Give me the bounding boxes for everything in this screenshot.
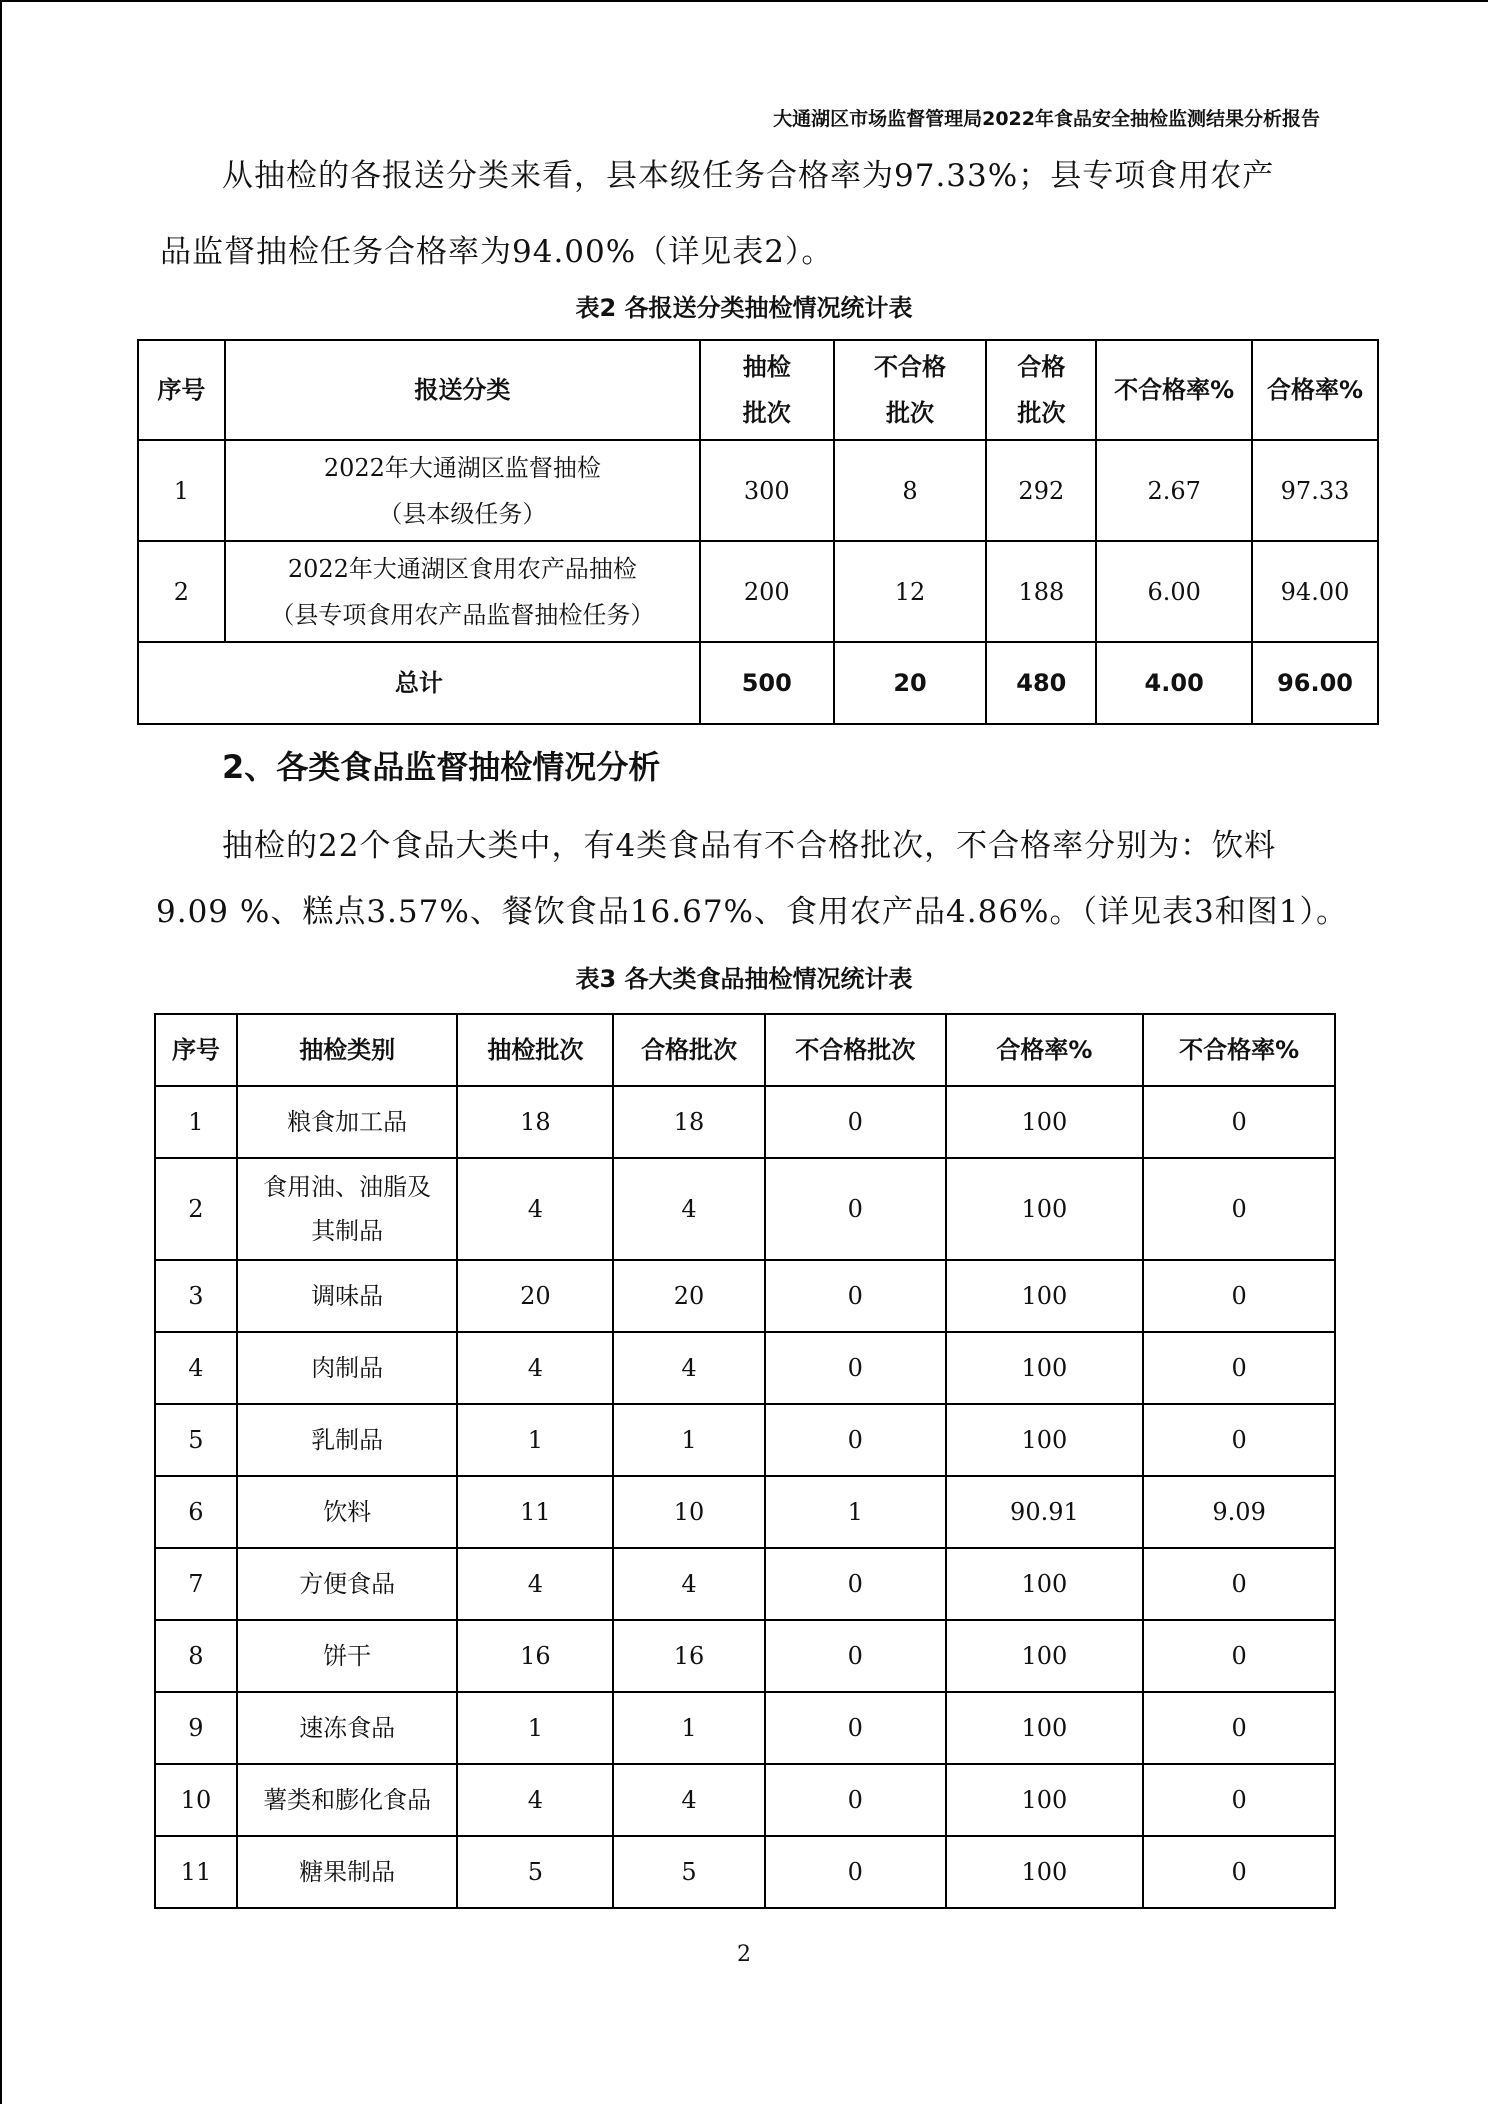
cell-fail-rate: 0 — [1143, 1158, 1335, 1260]
cell-category-line1: 2022年大通湖区监督抽检 — [323, 453, 601, 482]
cell-seq: 3 — [155, 1260, 237, 1332]
table-row — [155, 1548, 1335, 1620]
table3-header-seq: 序号 — [155, 1014, 237, 1086]
table-row — [138, 541, 1378, 642]
cell-fail-rate: 0 — [1143, 1260, 1335, 1332]
cell-category-line1: 速冻食品 — [299, 1714, 396, 1742]
cell-fail-rate: 6.00 — [1096, 541, 1252, 642]
cell-sampled: 1 — [457, 1404, 613, 1476]
cell-passed: 292 — [986, 440, 1096, 541]
cell-seq: 7 — [155, 1548, 237, 1620]
cell-pass-rate: 100 — [946, 1158, 1144, 1260]
table2-header-fail-rate: 不合格率% — [1096, 340, 1252, 440]
cell-category — [237, 1764, 458, 1836]
cell-category-line1: 食用油、油脂及 — [263, 1173, 432, 1201]
cell-category — [225, 541, 700, 642]
table3-header-failed: 不合格批次 — [765, 1014, 946, 1086]
page-border-top — [0, 0, 1488, 2]
cell-failed: 0 — [765, 1404, 946, 1476]
cell-category-line1: 粮食加工品 — [287, 1108, 408, 1136]
cell-sampled: 4 — [457, 1332, 613, 1404]
table3-header-fail-rate: 不合格率% — [1143, 1014, 1335, 1086]
page-number: 2 — [737, 1942, 751, 1967]
table2-header-row — [138, 340, 1378, 440]
cell-category-line2: （县本级任务） — [378, 499, 547, 528]
table2 — [137, 339, 1379, 725]
total-fail-rate: 4.00 — [1096, 642, 1252, 724]
cell-category-line1: 肉制品 — [311, 1354, 384, 1382]
cell-fail-rate: 0 — [1143, 1548, 1335, 1620]
table-row — [155, 1836, 1335, 1908]
total-label: 总计 — [138, 642, 700, 724]
cell-failed: 8 — [834, 440, 987, 541]
table-row — [155, 1620, 1335, 1692]
cell-passed: 4 — [613, 1332, 765, 1404]
table-row — [155, 1764, 1335, 1836]
cell-seq: 9 — [155, 1692, 237, 1764]
cell-category — [237, 1158, 458, 1260]
cell-sampled: 200 — [700, 541, 834, 642]
table-row — [155, 1260, 1335, 1332]
cell-pass-rate: 100 — [946, 1260, 1144, 1332]
table-row — [155, 1086, 1335, 1158]
cell-seq: 1 — [138, 440, 225, 541]
cell-sampled: 20 — [457, 1260, 613, 1332]
cell-seq: 1 — [155, 1086, 237, 1158]
cell-seq: 6 — [155, 1476, 237, 1548]
table-row — [155, 1692, 1335, 1764]
cell-pass-rate: 97.33 — [1252, 440, 1378, 541]
cell-category — [237, 1332, 458, 1404]
cell-fail-rate: 9.09 — [1143, 1476, 1335, 1548]
cell-fail-rate: 0 — [1143, 1764, 1335, 1836]
cell-failed: 0 — [765, 1158, 946, 1260]
cell-sampled: 11 — [457, 1476, 613, 1548]
cell-category — [225, 440, 700, 541]
cell-sampled: 5 — [457, 1836, 613, 1908]
table-row — [138, 440, 1378, 541]
table2-header-failed-line1: 不合格 — [874, 353, 947, 381]
table2-header-sampled-line1: 抽检 — [742, 353, 791, 381]
cell-category — [237, 1620, 458, 1692]
cell-pass-rate: 100 — [946, 1692, 1144, 1764]
cell-category-line2: 其制品 — [311, 1217, 384, 1245]
cell-sampled: 4 — [457, 1158, 613, 1260]
cell-category — [237, 1260, 458, 1332]
cell-fail-rate: 0 — [1143, 1404, 1335, 1476]
cell-fail-rate: 0 — [1143, 1692, 1335, 1764]
cell-passed: 1 — [613, 1404, 765, 1476]
cell-seq: 4 — [155, 1332, 237, 1404]
cell-seq: 10 — [155, 1764, 237, 1836]
cell-passed: 16 — [613, 1620, 765, 1692]
cell-category-line1: 糖果制品 — [299, 1858, 396, 1886]
cell-sampled: 300 — [700, 440, 834, 541]
cell-fail-rate: 0 — [1143, 1086, 1335, 1158]
cell-sampled: 4 — [457, 1548, 613, 1620]
table3-header-row — [155, 1014, 1335, 1086]
cell-category-line1: 乳制品 — [311, 1426, 384, 1454]
intro-line-2: 品监督抽检任务合格率为94.00%（详见表2）。 — [160, 234, 834, 270]
section2-line-1: 抽检的22个食品大类中，有4类食品有不合格批次，不合格率分别为：饮料 — [222, 828, 1277, 864]
section2-heading: 2、各类食品监督抽检情况分析 — [222, 748, 661, 786]
cell-failed: 0 — [765, 1086, 946, 1158]
cell-sampled: 1 — [457, 1692, 613, 1764]
cell-pass-rate: 100 — [946, 1836, 1144, 1908]
cell-passed: 18 — [613, 1086, 765, 1158]
total-passed: 480 — [986, 642, 1096, 724]
running-header: 大通湖区市场监督管理局2022年食品安全抽检监测结果分析报告 — [773, 108, 1320, 130]
table2-header-passed-line2: 批次 — [1017, 399, 1066, 427]
table2-total-row — [138, 642, 1378, 724]
cell-failed: 0 — [765, 1332, 946, 1404]
cell-pass-rate: 90.91 — [946, 1476, 1144, 1548]
cell-seq: 8 — [155, 1620, 237, 1692]
cell-pass-rate: 94.00 — [1252, 541, 1378, 642]
cell-category — [237, 1086, 458, 1158]
cell-category-line1: 薯类和膨化食品 — [263, 1786, 432, 1814]
cell-passed: 5 — [613, 1836, 765, 1908]
cell-failed: 0 — [765, 1548, 946, 1620]
total-sampled: 500 — [700, 642, 834, 724]
cell-sampled: 16 — [457, 1620, 613, 1692]
cell-failed: 12 — [834, 541, 987, 642]
cell-category-line1: 饮料 — [323, 1498, 372, 1526]
cell-failed: 0 — [765, 1620, 946, 1692]
cell-sampled: 4 — [457, 1764, 613, 1836]
intro-line-1: 从抽检的各报送分类来看，县本级任务合格率为97.33%；县专项食用农产 — [222, 158, 1275, 194]
cell-category-line1: 饼干 — [323, 1642, 372, 1670]
cell-pass-rate: 100 — [946, 1764, 1144, 1836]
cell-fail-rate: 0 — [1143, 1836, 1335, 1908]
cell-category-line2: （县专项食用农产品监督抽检任务） — [270, 600, 655, 629]
table2-header-passed — [986, 340, 1096, 440]
cell-category-line1: 调味品 — [311, 1282, 384, 1310]
table2-header-failed — [834, 340, 987, 440]
cell-failed: 0 — [765, 1764, 946, 1836]
cell-failed: 0 — [765, 1260, 946, 1332]
cell-seq: 5 — [155, 1404, 237, 1476]
cell-category — [237, 1836, 458, 1908]
cell-sampled: 18 — [457, 1086, 613, 1158]
cell-category — [237, 1404, 458, 1476]
cell-fail-rate: 2.67 — [1096, 440, 1252, 541]
cell-category-line1: 方便食品 — [299, 1570, 396, 1598]
table-row — [155, 1332, 1335, 1404]
table-row — [155, 1158, 1335, 1260]
table3-caption: 表3 各大类食品抽检情况统计表 — [575, 965, 913, 993]
cell-passed: 4 — [613, 1548, 765, 1620]
section2-line-2: 9.09 %、糕点3.57%、餐饮食品16.67%、食用农产品4.86%。（详见表3和图1）。 — [156, 894, 1348, 930]
cell-category — [237, 1692, 458, 1764]
table3-header-category: 抽检类别 — [237, 1014, 458, 1086]
table3 — [154, 1013, 1336, 1909]
cell-fail-rate: 0 — [1143, 1332, 1335, 1404]
table3-header-sampled: 抽检批次 — [457, 1014, 613, 1086]
cell-passed: 10 — [613, 1476, 765, 1548]
table-row — [155, 1404, 1335, 1476]
table2-header-sampled-line2: 批次 — [742, 399, 791, 427]
cell-fail-rate: 0 — [1143, 1620, 1335, 1692]
cell-failed: 0 — [765, 1836, 946, 1908]
cell-passed: 188 — [986, 541, 1096, 642]
table3-header-passed: 合格批次 — [613, 1014, 765, 1086]
cell-category-line1: 2022年大通湖区食用农产品抽检 — [287, 554, 637, 583]
table2-header-category: 报送分类 — [225, 340, 700, 440]
table3-header-pass-rate: 合格率% — [946, 1014, 1144, 1086]
cell-seq: 2 — [138, 541, 225, 642]
table2-header-sampled — [700, 340, 834, 440]
table2-header-passed-line1: 合格 — [1017, 353, 1066, 381]
cell-passed: 20 — [613, 1260, 765, 1332]
cell-passed: 4 — [613, 1158, 765, 1260]
table2-caption: 表2 各报送分类抽检情况统计表 — [575, 294, 913, 322]
cell-category — [237, 1548, 458, 1620]
cell-seq: 11 — [155, 1836, 237, 1908]
table2-header-pass-rate: 合格率% — [1252, 340, 1378, 440]
table2-header-seq: 序号 — [138, 340, 225, 440]
cell-pass-rate: 100 — [946, 1404, 1144, 1476]
total-failed: 20 — [834, 642, 987, 724]
cell-pass-rate: 100 — [946, 1086, 1144, 1158]
cell-seq: 2 — [155, 1158, 237, 1260]
cell-pass-rate: 100 — [946, 1548, 1144, 1620]
total-pass-rate: 96.00 — [1252, 642, 1378, 724]
cell-passed: 1 — [613, 1692, 765, 1764]
cell-pass-rate: 100 — [946, 1620, 1144, 1692]
table2-header-failed-line2: 批次 — [886, 399, 935, 427]
table-row — [155, 1476, 1335, 1548]
cell-category — [237, 1476, 458, 1548]
cell-failed: 0 — [765, 1692, 946, 1764]
cell-failed: 1 — [765, 1476, 946, 1548]
cell-pass-rate: 100 — [946, 1332, 1144, 1404]
cell-passed: 4 — [613, 1764, 765, 1836]
